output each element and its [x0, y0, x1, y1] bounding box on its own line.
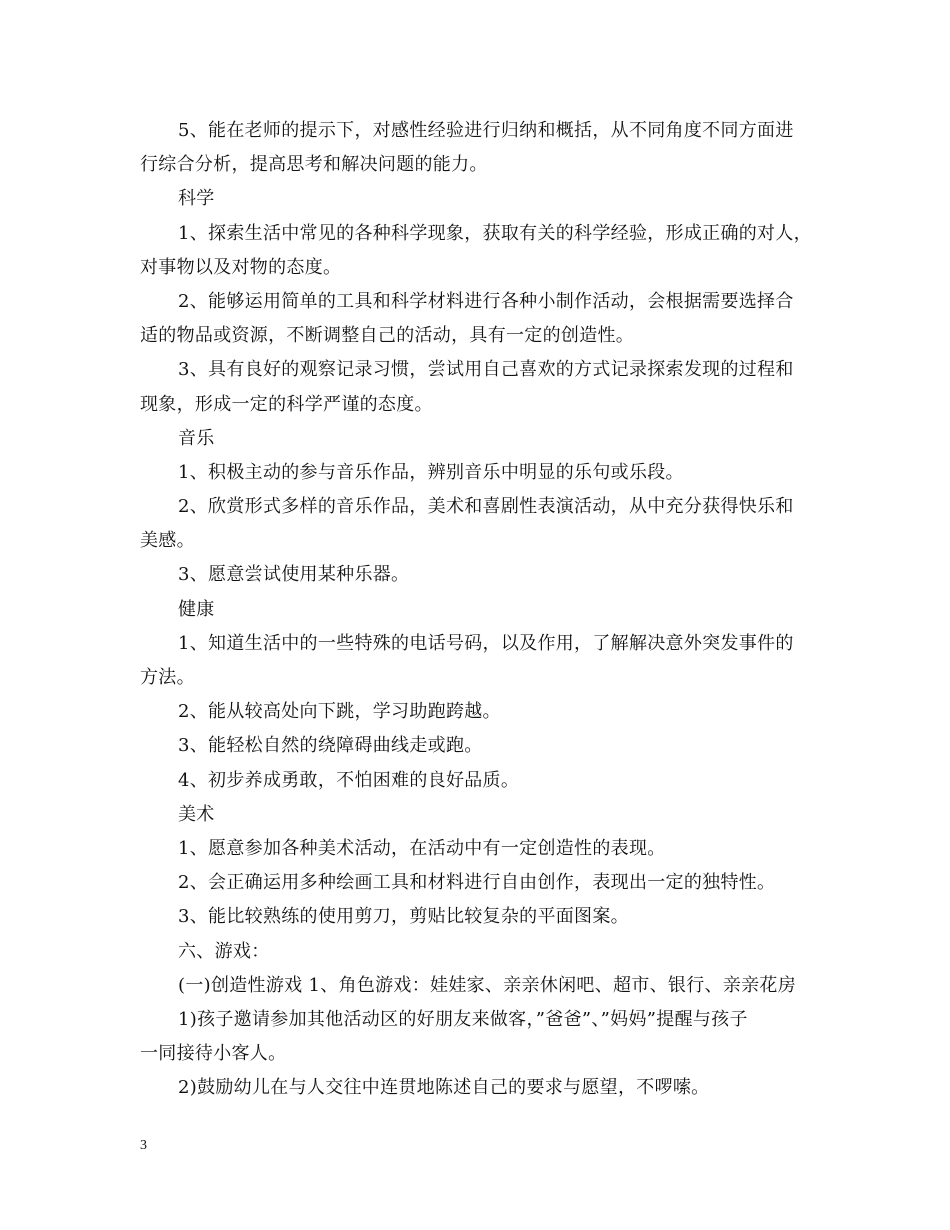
section-heading-science: 科学: [178, 188, 215, 210]
paragraph-line: 美感。: [140, 530, 195, 552]
paragraph-line: (一)创造性游戏 1、角色游戏：娃娃家、亲亲休闲吧、超市、银行、亲亲花房: [178, 974, 797, 996]
paragraph-line: 行综合分析，提高思考和解决问题的能力。: [140, 154, 488, 176]
document-body: [140, 114, 820, 1105]
paragraph-line: 2、能从较高处向下跳，学习助跑跨越。: [178, 701, 501, 723]
paragraph-line: 方法。: [140, 667, 195, 688]
paragraph-line: 3、愿意尝试使用某种乐器。: [178, 564, 410, 586]
paragraph-line: 现象，形成一定的科学严谨的态度。: [140, 393, 433, 415]
section-heading-games: 六、游戏：: [178, 940, 270, 962]
paragraph-line: 1、知道生活中的一些特殊的电话号码，以及作用，了解解决意外突发事件的: [178, 632, 794, 654]
paragraph-line: 1、积极主动的参与音乐作品，辨别音乐中明显的乐句或乐段。: [178, 461, 684, 483]
section-heading-art: 美术: [178, 803, 215, 825]
paragraph-line: 2、会正确运用多种绘画工具和材料进行自由创作，表现出一定的独特性。: [178, 872, 776, 894]
section-heading-health: 健康: [178, 598, 215, 620]
paragraph-line: 一同接待小客人。: [140, 1043, 287, 1065]
page-number: 3: [140, 1138, 147, 1153]
section-heading-music: 音乐: [178, 427, 215, 449]
paragraph-line: 1)孩子邀请参加其他活动区的好朋友来做客，”爸爸”、”妈妈”提醒与孩子: [178, 1008, 748, 1030]
paragraph-line: 3、具有良好的观察记录习惯，尝试用自己喜欢的方式记录探索发现的过程和: [178, 359, 794, 381]
paragraph-line: 4、初步养成勇敢，不怕困难的良好品质。: [178, 769, 520, 791]
paragraph-line: 2)鼓励幼儿在与人交往中连贯地陈述自己的要求与愿望，不啰嗦。: [178, 1077, 710, 1099]
paragraph-line: 1、愿意参加各种美术活动，在活动中有一定创造性的表现。: [178, 837, 666, 859]
paragraph-line: 2、能够运用简单的工具和科学材料进行各种小制作活动，会根据需要选择合: [178, 290, 794, 312]
paragraph-line: 3、能轻松自然的绕障碍曲线走或跑。: [178, 735, 483, 757]
paragraph-line: 对事物以及对物的态度。: [140, 256, 342, 278]
paragraph-line: 3、能比较熟练的使用剪刀，剪贴比较复杂的平面图案。: [178, 906, 629, 928]
paragraph-line: 适的物品或资源，不断调整自己的活动，具有一定的创造性。: [140, 325, 635, 347]
paragraph-line: 1、探索生活中常见的各种科学现象，获取有关的科学经验，形成正确的对人，: [178, 222, 812, 244]
paragraph-line: 2、欣赏形式多样的音乐作品，美术和喜剧性表演活动，从中充分获得快乐和: [178, 496, 794, 518]
paragraph-line: 5、能在老师的提示下，对感性经验进行归纳和概括，从不同角度不同方面进: [178, 120, 794, 141]
